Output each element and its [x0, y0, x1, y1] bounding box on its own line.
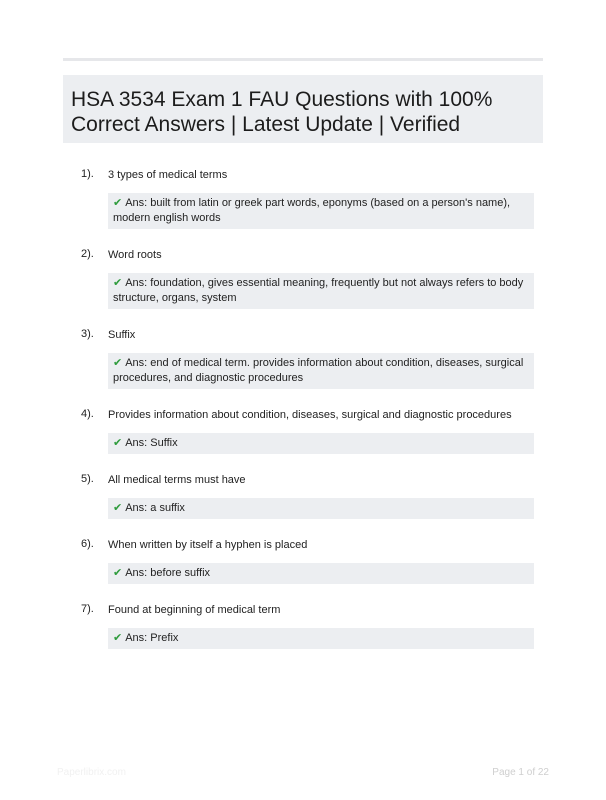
answer-text: Ans: end of medical term. provides information about condition, diseases, surgical procedures, and diagnostic procedures [113, 357, 524, 384]
question-number: 2). [81, 248, 94, 260]
check-icon: ✔ [113, 276, 123, 289]
qa-item [63, 536, 543, 584]
qa-item [63, 166, 543, 229]
answer-box [108, 433, 534, 454]
answer-box [108, 353, 534, 389]
check-icon: ✔ [113, 356, 123, 369]
answer-text: Ans: before suffix [125, 567, 211, 579]
footer-watermark: Paperlibrix.com [57, 767, 126, 778]
check-icon: ✔ [113, 196, 123, 209]
check-icon: ✔ [113, 566, 123, 579]
question-text: Found at beginning of medical term [108, 604, 281, 616]
answer-box [108, 628, 534, 649]
question-text: All medical terms must have [108, 474, 246, 486]
question-number: 4). [81, 408, 94, 420]
check-icon: ✔ [113, 436, 123, 449]
qa-item [63, 406, 543, 454]
answer-text: Ans: foundation, gives essential meaning, frequently but not always refers to body structure, organs, system [113, 277, 524, 304]
question-number: 3). [81, 328, 94, 340]
document-title: HSA 3534 Exam 1 FAU Questions with 100% Correct Answers | Latest Update | Verified [71, 88, 493, 136]
qa-list [63, 166, 543, 649]
check-icon: ✔ [113, 631, 123, 644]
question-text: Suffix [108, 329, 136, 341]
title-banner [63, 75, 543, 143]
qa-item [63, 326, 543, 389]
answer-box [108, 498, 534, 519]
page-number: Page 1 of 22 [492, 767, 549, 778]
question-number: 7). [81, 603, 94, 615]
qa-item [63, 246, 543, 309]
answer-text: Ans: Prefix [125, 632, 179, 644]
top-divider [63, 58, 543, 61]
answer-text: Ans: built from latin or greek part words, eponyms (based on a person's name), modern english words [113, 197, 511, 224]
answer-box [108, 193, 534, 229]
question-number: 1). [81, 168, 94, 180]
question-text: When written by itself a hyphen is placed [108, 539, 308, 551]
check-icon: ✔ [113, 501, 123, 514]
question-text: Word roots [108, 249, 162, 261]
qa-item [63, 601, 543, 649]
question-number: 6). [81, 538, 94, 550]
answer-text: Ans: a suffix [125, 502, 185, 514]
question-text: 3 types of medical terms [108, 169, 228, 181]
question-text: Provides information about condition, diseases, surgical and diagnostic procedures [108, 409, 512, 421]
answer-text: Ans: Suffix [125, 437, 178, 449]
answer-box [108, 563, 534, 584]
question-number: 5). [81, 473, 94, 485]
answer-box [108, 273, 534, 309]
qa-item [63, 471, 543, 519]
